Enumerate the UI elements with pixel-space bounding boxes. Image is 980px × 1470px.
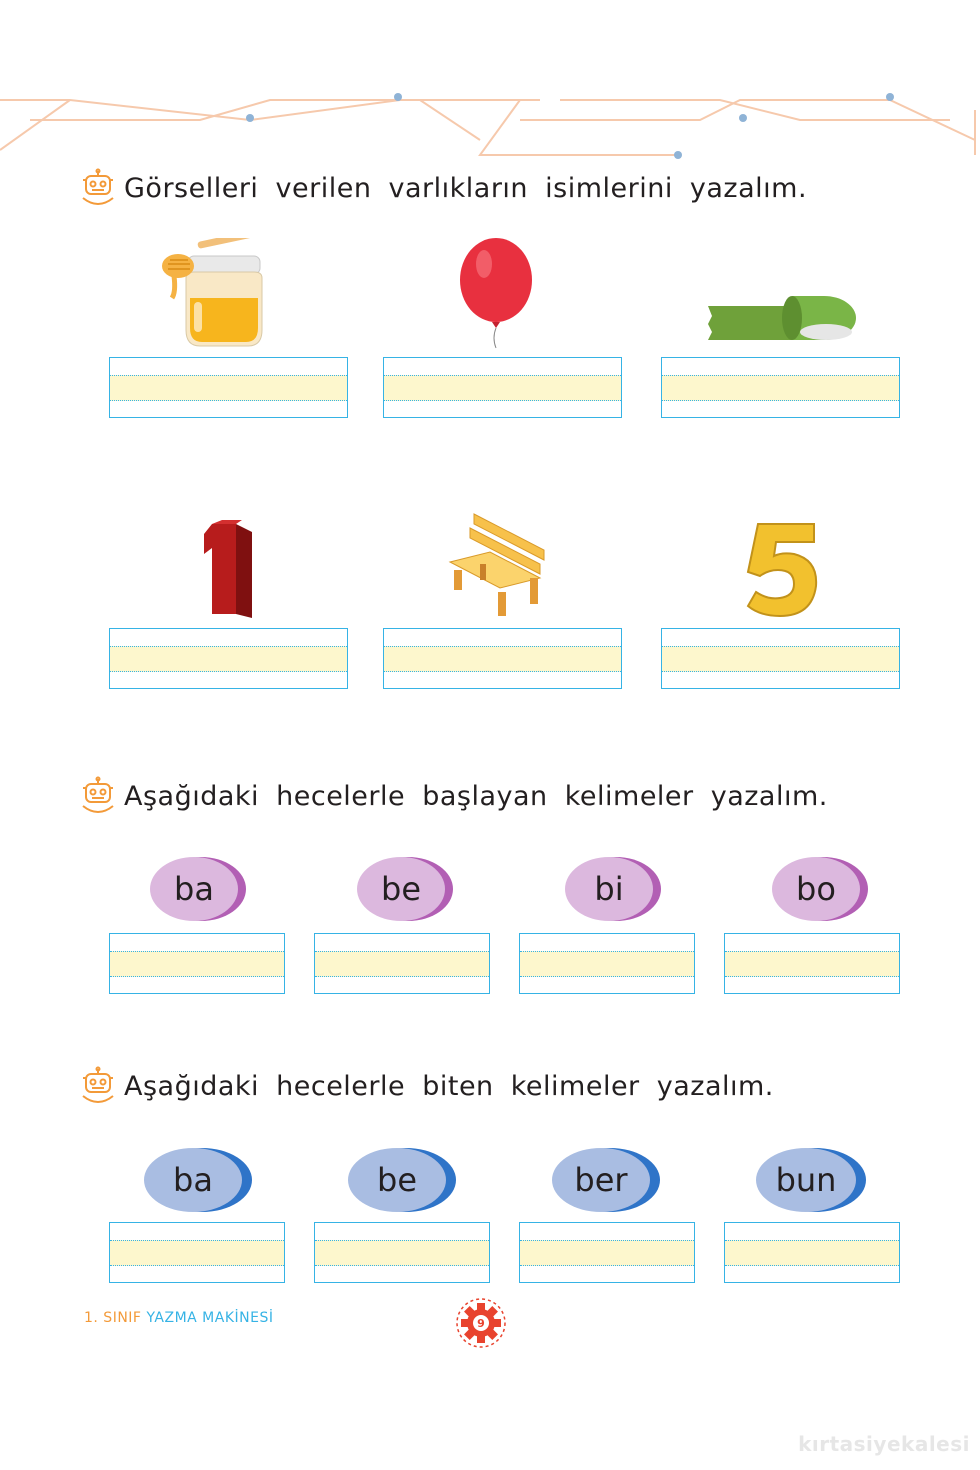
writing-box[interactable] xyxy=(661,357,900,418)
syllable-pill xyxy=(348,1148,456,1212)
page-number: 9 xyxy=(477,1316,485,1330)
section1-heading xyxy=(80,168,807,208)
syllable-pill xyxy=(772,857,868,921)
syllable-pill xyxy=(756,1148,866,1212)
writing-box[interactable] xyxy=(109,1222,285,1283)
writing-box[interactable] xyxy=(109,628,348,689)
section3-heading xyxy=(80,1066,774,1106)
number-five-icon xyxy=(744,520,820,618)
writing-box[interactable] xyxy=(519,933,695,994)
writing-box[interactable] xyxy=(519,1222,695,1283)
syllable-label: be xyxy=(381,870,421,908)
writing-box[interactable] xyxy=(314,1222,490,1283)
writing-box[interactable] xyxy=(383,628,622,689)
robot-icon xyxy=(80,776,116,816)
robot-icon xyxy=(80,1066,116,1106)
header-decoration xyxy=(0,80,980,170)
honey-jar-icon xyxy=(158,238,290,350)
section1-heading-text: Görselleri verilen varlıkların isimlerini yazalım. xyxy=(124,172,808,204)
writing-box[interactable] xyxy=(383,357,622,418)
syllable-label: be xyxy=(377,1161,417,1199)
syllable-label: ba xyxy=(174,870,214,908)
syllable-pill xyxy=(144,1148,252,1212)
syllable-label: bun xyxy=(775,1161,837,1199)
footer-grade: 1. SINIF xyxy=(84,1310,142,1326)
robot-icon xyxy=(80,168,116,208)
syllable-label: bo xyxy=(796,870,836,908)
section3-heading-text: Aşağıdaki hecelerle biten kelimeler yazalım. xyxy=(124,1070,774,1102)
number-one-icon xyxy=(200,518,262,618)
syllable-label: ber xyxy=(574,1161,628,1199)
syllable-pill xyxy=(552,1148,660,1212)
footer-book-name: YAZMA MAKİNESİ xyxy=(146,1310,274,1326)
green-tape-icon xyxy=(706,292,858,342)
syllable-pill xyxy=(150,857,246,921)
syllable-pill xyxy=(357,857,453,921)
writing-box[interactable] xyxy=(109,933,285,994)
bench-icon xyxy=(444,506,552,618)
balloon-icon xyxy=(458,236,538,352)
writing-box[interactable] xyxy=(661,628,900,689)
writing-box[interactable] xyxy=(109,357,348,418)
writing-box[interactable] xyxy=(724,1222,900,1283)
section2-heading-text: Aşağıdaki hecelerle başlayan kelimeler yazalım. xyxy=(124,780,828,812)
footer-title xyxy=(84,1310,273,1326)
writing-box[interactable] xyxy=(314,933,490,994)
watermark: kırtasiyekalesi xyxy=(798,1432,970,1456)
page-number-badge xyxy=(455,1297,507,1349)
syllable-pill xyxy=(565,857,661,921)
writing-box[interactable] xyxy=(724,933,900,994)
syllable-label: bi xyxy=(594,870,624,908)
syllable-label: ba xyxy=(173,1161,213,1199)
section2-heading xyxy=(80,776,828,816)
